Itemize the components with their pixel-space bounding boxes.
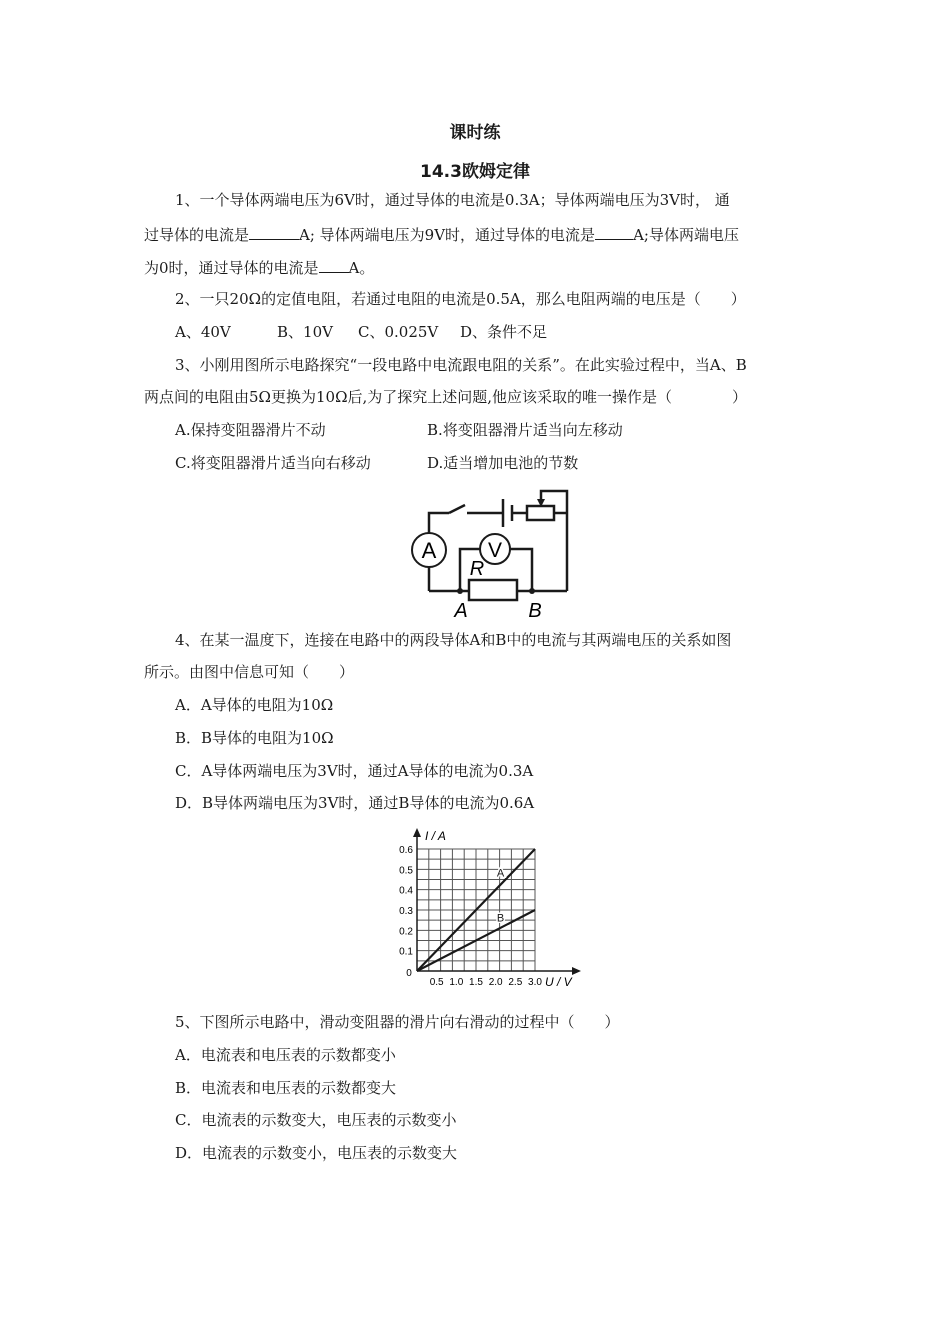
ammeter-label: A [421, 538, 437, 563]
q4-option-c: C．A导体两端电压为3V时，通过A导体的电流为0.3A [175, 762, 534, 780]
q1-line1: 1、一个导体两端电压为6V时，通过导体的电流是0.3A；导体两端电压为3V时， 通 [175, 191, 730, 209]
q2-stem: 2、一只20Ω的定值电阻，若通过电阻的电流是0.5A，那么电阻两端的电压是（ ） [175, 290, 746, 308]
x-tick-label: 0.5 [429, 977, 444, 988]
x-tick-label: 3.0 [528, 977, 542, 988]
q2-option-b: B、10V [277, 323, 333, 341]
point-b-label: B [528, 600, 542, 622]
x-axis-label: U / V [545, 975, 572, 989]
x-axis-arrow-icon [572, 967, 581, 975]
q5-option-b: B．电流表和电压表的示数都变大 [175, 1079, 397, 1097]
point-a-label: A [454, 600, 468, 622]
q1-line3-a: 为0时，通过导体的电流是 [144, 259, 319, 277]
voltmeter-label: V [487, 539, 503, 562]
q2-option-d: D、条件不足 [460, 323, 548, 341]
answer-blank-2[interactable] [595, 223, 633, 240]
resistor-label: R [469, 558, 485, 580]
page-title: 课时练 [449, 123, 501, 143]
x-tick-label: 2.0 [488, 977, 503, 988]
x-tick-label: 1.0 [449, 977, 464, 988]
x-tick-label: 2.5 [508, 977, 523, 988]
q3-line2: 两点间的电阻由5Ω更换为10Ω后,为了探究上述问题,他应该采取的唯一操作是（ ） [144, 388, 748, 406]
y-tick-label: 0.1 [399, 946, 413, 958]
q2-option-a: A、40V [175, 323, 231, 341]
q1-line2-b: A; 导体两端电压为9V时，通过导体的电流是 [299, 226, 596, 244]
circuit-diagram [405, 483, 575, 623]
q3-option-b: B.将变阻器滑片适当向左移动 [427, 421, 623, 439]
answer-blank-1[interactable] [249, 223, 299, 240]
q3-option-c: C.将变阻器滑片适当向右移动 [175, 454, 371, 472]
y-tick-label: 0.6 [399, 845, 413, 856]
answer-blank-3[interactable] [319, 256, 349, 273]
q4-option-d: D．B导体两端电压为3V时，通过B导体的电流为0.6A [175, 794, 535, 812]
q1-line3 [144, 256, 374, 278]
y-tick-label: 0.3 [399, 906, 413, 917]
q5-option-d: D．电流表的示数变小，电压表的示数变大 [175, 1144, 458, 1162]
q3-option-a: A.保持变阻器滑片不动 [175, 421, 326, 439]
q4-line1: 4、在某一温度下，连接在电路中的两段导体A和B中的电流与其两端电压的关系如图 [175, 631, 732, 649]
q5-stem: 5、下图所示电路中，滑动变阻器的滑片向右滑动的过程中（ ） [175, 1013, 620, 1031]
q3-option-d: D.适当增加电池的节数 [427, 454, 579, 472]
series-label-a: A [496, 867, 505, 880]
y-axis-arrow-icon [413, 828, 421, 837]
page-subtitle: 14.3欧姆定律 [420, 162, 530, 182]
iu-graph [395, 826, 595, 992]
q1-line3-b: A。 [348, 259, 375, 277]
x-tick-label: 1.5 [469, 977, 483, 988]
q4-line2: 所示。由图中信息可知（ ） [144, 663, 355, 681]
q2-option-c: C、0.025V [358, 323, 439, 341]
origin-label: 0 [406, 968, 412, 979]
y-tick-label: 0.5 [399, 865, 413, 877]
y-axis-label: I / A [425, 829, 446, 843]
q1-line2-a: 过导体的电流是 [144, 226, 250, 244]
y-tick-label: 0.2 [399, 926, 413, 938]
q5-option-a: A．电流表和电压表的示数都变小 [175, 1046, 396, 1064]
q5-option-c: C．电流表的示数变大，电压表的示数变小 [175, 1111, 457, 1129]
q4-option-b: B．B导体的电阻为10Ω [175, 729, 334, 747]
q1-line2 [144, 223, 739, 245]
q1-line2-c: A;导体两端电压 [633, 226, 739, 244]
q4-option-a: A．A导体的电阻为10Ω [175, 696, 334, 714]
y-tick-label: 0.4 [399, 885, 413, 897]
q3-line1: 3、小刚用图所示电路探究“一段电路中电流跟电阻的关系”。在此实验过程中，当A、B [175, 356, 747, 374]
series-label-b: B [496, 912, 505, 925]
